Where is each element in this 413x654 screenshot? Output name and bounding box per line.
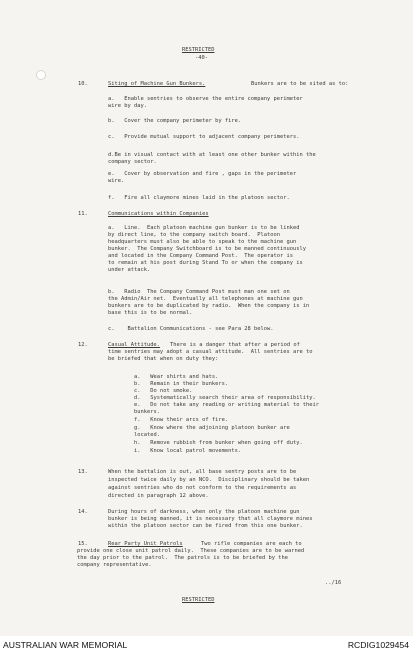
section-title: Casual Attitude. [108, 342, 160, 348]
paragraph-line: b. Radio The Company Command Post must man one set on [108, 289, 290, 295]
section-number: 12. [78, 342, 88, 348]
list-item: b. Cover the company perimeter by fire. [108, 118, 242, 124]
list-item: located. [134, 432, 160, 438]
paragraph-line: under attack. [108, 267, 151, 273]
list-item: b. Remain in their bunkers. [134, 381, 229, 387]
list-item: c. Do not smoke. [134, 388, 193, 394]
list-item: e. Cover by observation and fire , gaps in the perimeter [108, 171, 297, 177]
list-item: i. Know local patrol movements. [134, 448, 242, 454]
paragraph-line: Two rifle companies are each to [201, 541, 302, 547]
archive-name: AUSTRALIAN WAR MEMORIAL [3, 640, 128, 650]
paragraph-line: by direct line, to the company switch board. Platoon [108, 232, 281, 238]
paragraph-line: a. Line. Each platoon machine gun bunker is to be linked [108, 225, 300, 231]
paragraph-line: against sentries who do not conform to the requirements as [108, 485, 297, 491]
page-reference: ../16 [325, 580, 342, 586]
classification-footer: RESTRICTED [182, 597, 215, 603]
paragraph-line: time sentries may adopt a casual attitude. All sentries are to [108, 349, 313, 355]
list-item: c. Provide mutual support to adjacent company perimeters. [108, 134, 300, 140]
paragraph-line: provide one close unit patrol daily. These companies are to be warned [77, 548, 305, 554]
section-number: 13. [78, 469, 88, 475]
list-item: d.Be in visual contact with at least one other bunker within the [108, 152, 316, 158]
list-item: f. Know their arcs of fire. [134, 417, 229, 423]
paragraph-line: There is a danger that after a period of [170, 342, 300, 348]
paragraph-line: be briefed that when on duty they: [108, 356, 219, 362]
list-item: d. Systematically search their area of responsibility. [134, 395, 316, 401]
paragraph-line: headquarters must also be able to speak to the machine gun [108, 239, 297, 245]
list-item: wire by day. [108, 103, 147, 109]
section-title: Siting of Machine Gun Bunkers. [108, 81, 206, 87]
list-item: h. Remove rubbish from bunker when going off duty. [134, 440, 303, 446]
paragraph-line: bunkers are to be duplicated by radio. When the company is in [108, 303, 310, 309]
list-item: e. Do not take any reading or writing material to their [134, 402, 319, 408]
section-number: 15. [78, 541, 88, 547]
classification-header: RESTRICTED [182, 47, 215, 53]
paragraph-line: the Admin/Air net. Eventually all telephones at machine gun [108, 296, 303, 302]
page-number: -40- [195, 55, 208, 61]
paragraph-line: bunker. The Company Switchboard is to be manned continuously [108, 246, 306, 252]
paragraph-line: and located in the Company Command Post. The operator is [108, 253, 293, 259]
list-item: a. Wear shirts and hats. [134, 374, 219, 380]
section-intro: Bunkers are to be sited as to: [251, 81, 349, 87]
list-item: a. Enable sentries to observe the entire company perimeter [108, 96, 303, 102]
paragraph-line: base this is to be normal. [108, 310, 193, 316]
paragraph-line: the day prior to the patrol. The patrols is to be briefed by the [77, 555, 288, 561]
paragraph-line: to remain at his post during Stand To or when the company is [108, 260, 303, 266]
list-item: g. Know where the adjoining platoon bunker are [134, 425, 290, 431]
paragraph-line: directed in paragraph 12 above. [108, 493, 209, 499]
section-title: Rear Party Unit Patrols [108, 541, 183, 547]
paragraph-line: within the platoon sector can be fired from this one bunker. [108, 523, 303, 529]
punch-hole [36, 70, 46, 80]
list-item: company sector. [108, 159, 157, 165]
record-id: RCDIG1029454 [347, 640, 409, 650]
paragraph-line: c. Battalion Communications - see Para 28 below. [108, 326, 274, 332]
section-number: 14. [78, 509, 88, 515]
paragraph-line: When the battalion is out, all base sentry posts are to be [108, 469, 297, 475]
section-number: 10. [78, 81, 88, 87]
paragraph-line: bunker is being manned, it is necessary that all claymore mines [108, 516, 313, 522]
list-item: bunkers. [134, 409, 160, 415]
section-number: 11. [78, 211, 88, 217]
paragraph-line: inspected twice daily by an NCO. Disciplinary should be taken [108, 477, 310, 483]
archive-footer [0, 636, 413, 654]
paragraph-line: company representative. [77, 562, 152, 568]
paragraph-line: During hours of darkness, when only the platoon machine gun [108, 509, 300, 515]
section-title: Communications within Companies [108, 211, 209, 217]
list-item: wire. [108, 178, 125, 184]
list-item: f. Fire all claymore mines laid in the platoon sector. [108, 195, 290, 201]
